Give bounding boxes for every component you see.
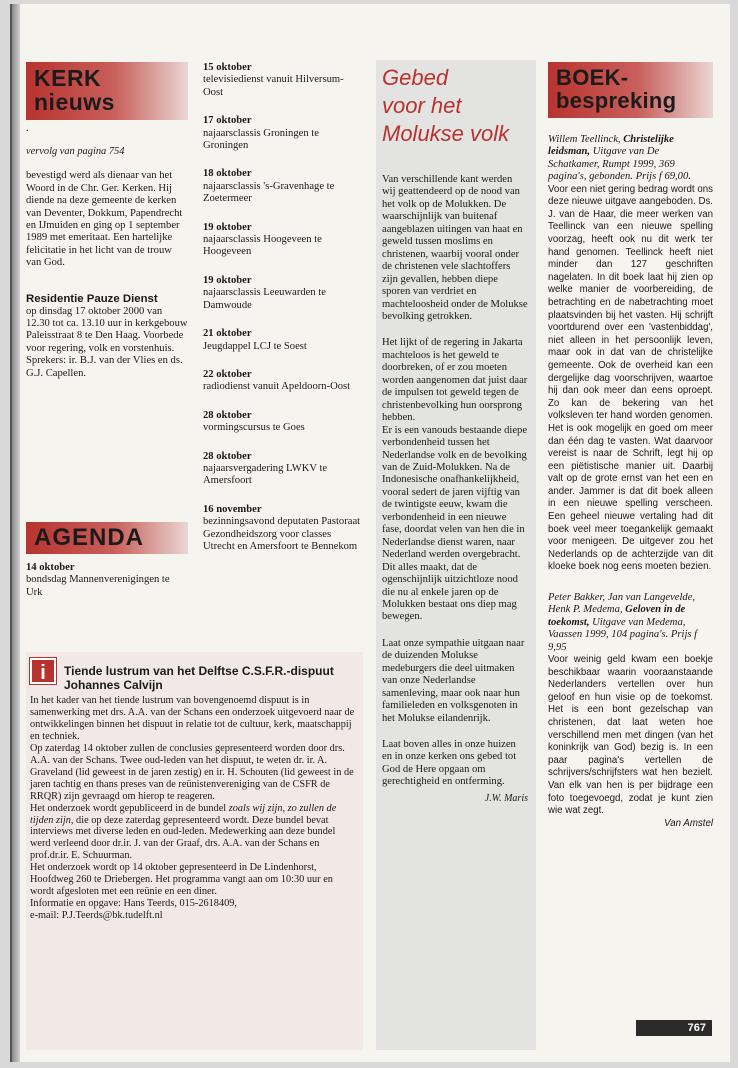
info-contact: Informatie en opgave: Hans Teerds, 015-2618409,	[30, 898, 237, 910]
book-author: Peter Bakker, Jan van Langevelde, Henk P. Medema,	[548, 592, 696, 616]
agenda-item	[203, 115, 363, 152]
agenda-text: televisiedienst vanuit Hilversum-Oost	[203, 74, 344, 98]
info-box-header	[30, 654, 357, 692]
agenda-item	[203, 410, 363, 435]
info-text: die op deze zaterdag gepresenteerd wordt. Deze bundel bevat interviews met diverse leden en oud-leden. Medewerking aan deze bundel werd verleend door dr.ir. J. van der Graaf, drs. A.A. van der Schans en prof.dr.ir. E. Schuurman.	[30, 814, 336, 862]
info-email: e-mail: P.J.Teerds@bk.tudelft.nl	[30, 910, 163, 922]
info-box-body	[30, 695, 357, 922]
residentie-heading: Residentie Pauze Dienst	[26, 292, 158, 305]
agenda-date: 19 oktober	[203, 221, 252, 233]
review-signature: Van Amstel	[664, 817, 713, 829]
agenda-item	[203, 328, 363, 353]
book-reference	[548, 592, 713, 654]
kerk-heading-line2: nieuws	[34, 89, 115, 115]
gebed-paragraph: Er is een vanouds bestaande diepe verbondenheid tussen het Nederlandse volk en de bevolking van de Zuid-Molukken. Na de Indonesische onafhankelijkheid, vooral sedert de jaren vijftig van de twintigste eeuw, kwam die verbondenheid in een nieuwe fase, doordat velen van hen die in Nederlandse dienst waren, naar Nederland werden overgebracht. Dit alles maakt, dat de ogenschijnlijk uitzichtloze nood die nu al enkele jaren op de Molukken bestaat ons diep mag bewegen.	[382, 424, 528, 623]
gebed-title	[382, 64, 528, 148]
agenda-first-text: bondsdag Mannenverenigingen te Urk	[26, 574, 170, 598]
agenda-text: najaarsclassis Leeuwarden te Damwoude	[203, 287, 326, 311]
gebed-paragraph: Laat boven alles in onze huizen en in onze kerken ons gebed tot God de Here opgaan om gerechtigheid en ontferming.	[382, 739, 517, 788]
book-review: Voor weinig geld kwam een boekje beschikbaar waarin vooraanstaande Nederlanders vertellen over hun geloof en hun visie op de toekomst. Het is een bont gezelschap van christenen, dat laat weten hoe verschillend men met dingen (van het koninkrijk van God) bezig is. In een paar pagina's vertellen de schrijvers/schrijfsters wat hen bezielt. Van elk van hen is per bijdrage een foto toegevoegd, zodat je kunt zien wie wat zegt.	[548, 654, 713, 817]
boek-heading-line2: bespreking	[556, 88, 677, 113]
boekbespreking-heading	[548, 62, 713, 118]
kerk-paragraph: bevestigd werd als dienaar van het Woord in de Chr. Ger. Kerken. Hij diende na deze gemeente de kerken van Deventer, Dokkum, Papendrecht en IJmuiden en ging op 1 september 1989 met emeritaat. Een hartelijke felicitatie in het licht van de trouw van God.	[26, 170, 183, 269]
book-title: Christelijke leidsman,	[548, 134, 674, 158]
agenda-text: najaarsclassis Groningen te Groningen	[203, 127, 319, 152]
info-paragraph	[30, 803, 357, 863]
info-icon: i	[30, 658, 56, 684]
boek-heading-line1: BOEK-	[556, 65, 629, 90]
boekbespreking-column	[548, 62, 713, 830]
residentie-paragraph: op dinsdag 17 oktober 2000 van 12.30 tot ca. 13.10 uur in kerkgebouw Paleisstraat 8 te Den Haag. Voorbede voor regering, volk en vorstenhuis. Sprekers: ir. B.J. van der Vlies en ds. G.J. Capellen.	[26, 305, 188, 379]
kerk-nieuws-heading	[26, 62, 188, 120]
bundle-title: zoals wij zijn, zo zullen de tijden zijn,	[30, 802, 337, 826]
book-details: Uitgave van De Schatkamer, Rumpt 1999, 369 pagina's, gebonden. Prijs f 69,00.	[548, 146, 691, 183]
agenda-item	[203, 275, 363, 312]
agenda-date: 17 oktober	[203, 115, 252, 127]
agenda-item	[203, 62, 363, 99]
page-number: 767	[636, 1020, 712, 1036]
book-reference	[548, 134, 713, 184]
gebed-paragraph: Het lijkt of de regering in Jakarta machteloos is het geweld te doorbreken, of er zou moeten worden aangenomen dat juist daar de impulsen tot geweld tegen de christenbevolking hun oorsprong hebben.	[382, 337, 528, 424]
gebed-title-line2: voor het	[382, 93, 462, 118]
agenda-text: vormingscursus te Goes	[203, 422, 305, 434]
agenda-date: 28 oktober	[203, 409, 252, 421]
agenda-item	[203, 168, 363, 205]
info-paragraph: Op zaterdag 14 oktober zullen de conclusies gepresenteerd worden door drs. A.A. van der Schans. Twee oud-leden van het dispuut, te weten dr. ir. A. Graveland (lid geweest in de jaren zestig) en ir. H. Schouten (lid geweest in de jaren tachtig en thans preses van de reünistenvereniging van de CSFR de RRQR) zijn gevraagd om hierop te reageren.	[30, 742, 354, 802]
agenda-date: 18 oktober	[203, 168, 252, 180]
agenda-item	[203, 369, 363, 394]
book-author: Willem Teellinck,	[548, 134, 624, 145]
agenda-text: radiodienst vanuit Apeldoorn-Oost	[203, 381, 351, 393]
agenda-date: 15 oktober	[203, 62, 252, 73]
agenda-date: 21 oktober	[203, 328, 252, 340]
lustrum-info-box	[26, 652, 363, 1050]
continued-from-note: vervolg van pagina 754	[26, 146, 125, 157]
agenda-text: bezinningsavond deputaten Pastoraat Gezondheidszorg voor classes Utrecht en Amersfoort te Bennekom	[203, 516, 361, 552]
gebed-column	[376, 60, 536, 1050]
agenda-date: 28 oktober	[203, 450, 252, 462]
book-title: Geloven in de toekomst,	[548, 604, 686, 628]
agenda-date: 19 oktober	[203, 274, 252, 286]
info-paragraph: Het onderzoek wordt op 14 oktober gepresenteerd in De Lindenhorst, Hoofdweg 260 te Driebergen. Het programma vangt aan om 10:30 uur en wordt afgesloten met een reünie en een diner.	[30, 862, 333, 898]
gebed-paragraph: Laat onze sympathie uitgaan naar de duizenden Molukse medeburgers die deel uitmaken van onze Nederlandse samenleving, maar ook naar hun familieleden en volksgenoten in het Molukse eilandenrijk.	[382, 637, 525, 724]
book-review: Voor een niet gering bedrag wordt ons deze nieuwe uitgave aangeboden. Ds. J. van de Haar, die meer werken van Teellinck van een nieuwe spelling voorzag, heeft ook nu dit werk ter hand genomen. Teellinck heeft niet minder dan 127 geschriften nagelaten. In dit boek laat hij zien op welke manier de voorbereiding, de betrachting en de nabetrachting moet plaatsvinden bij het vasten. Hij schrijft voortdurend over een 'vastenbiddag', niet alleen in het persoonlijk leven, maar ook in dat van de christelijke gemeente. Ook de overheid kan een dergelijke dag voorschrijven, waartoe hij dan ook meer dan eens oproept. Zo kan de bekering van het volksleven ter hand worden genomen. Het is ook mogelijk en goed om meer dan één dag te vasten. Wat daarvoor vereist is naar de Schrift, legt hij op een piëtistische manier uit. Daarbij valt op de grote ernst van het een en ander. Jammer is dat dit boek alleen in een nieuwe spelling verscheen. Een geheel nieuwe vertaling had dit boek veel meer toegankelijk gemaakt voor menigeen. De uitgever zou het Nederlands op de achterzijde van dit kloeke boek nog eens moeten bezien.	[548, 183, 713, 573]
stray-dot: .	[26, 123, 29, 134]
info-paragraph: In het kader van het tiende lustrum van bovengenoemd dispuut is in samenwerking met drs. A.A. van der Schans een onderzoek uitgevoerd naar de ontwikkelingen binnen het dispuut in relatie tot de cultuur, kerk, maatschappij en techniek.	[30, 695, 355, 742]
agenda-item	[203, 451, 363, 488]
agenda-item	[203, 504, 363, 554]
agenda-section	[26, 522, 188, 599]
agenda-list	[203, 62, 363, 569]
agenda-text: najaarsvergadering LWKV te Amersfoort	[203, 462, 328, 487]
agenda-text: najaarsclassis 's-Gravenhage te Zoetermeer	[203, 180, 335, 205]
agenda-item	[203, 222, 363, 259]
agenda-heading: AGENDA	[26, 522, 188, 554]
gebed-signature: J.W. Maris	[484, 792, 528, 804]
info-text: Het onderzoek wordt gepubliceerd in de bundel	[30, 802, 229, 814]
agenda-date: 22 oktober	[203, 368, 252, 380]
gebed-title-line1: Gebed	[382, 65, 449, 90]
agenda-text: najaarsclassis Hoogeveen te Hoogeveen	[203, 234, 322, 258]
info-box-title: Tiende lustrum van het Delftse C.S.F.R.-dispuut Johannes Calvijn	[64, 664, 334, 692]
binding-edge	[12, 4, 20, 1062]
kerk-heading-line1: KERK	[34, 65, 102, 91]
gebed-title-line3: Molukse volk	[382, 121, 510, 146]
book-details: Uitgave van Medema, Vaassen 1999, 104 pagina's. Prijs f 9,95	[548, 616, 698, 653]
agenda-date: 16 november	[203, 503, 262, 515]
kerk-nieuws-column	[26, 62, 188, 380]
gebed-paragraph: Van verschillende kant werden wij geattendeerd op de nood van het volk op de Molukken. De waarschijnlijk van buitenaf aangeblazen uitingen van haat en geweld tussen moslims en christenen, waarbij vooral onder de christenen vele slachtoffers zijn gevallen, hebben diepe sporen van verdriet en machteloosheid onder de Molukse bevolking getrokken.	[382, 174, 528, 322]
agenda-text: Jeugdappel LCJ te Soest	[203, 340, 307, 352]
agenda-first-date: 14 oktober	[26, 562, 75, 573]
